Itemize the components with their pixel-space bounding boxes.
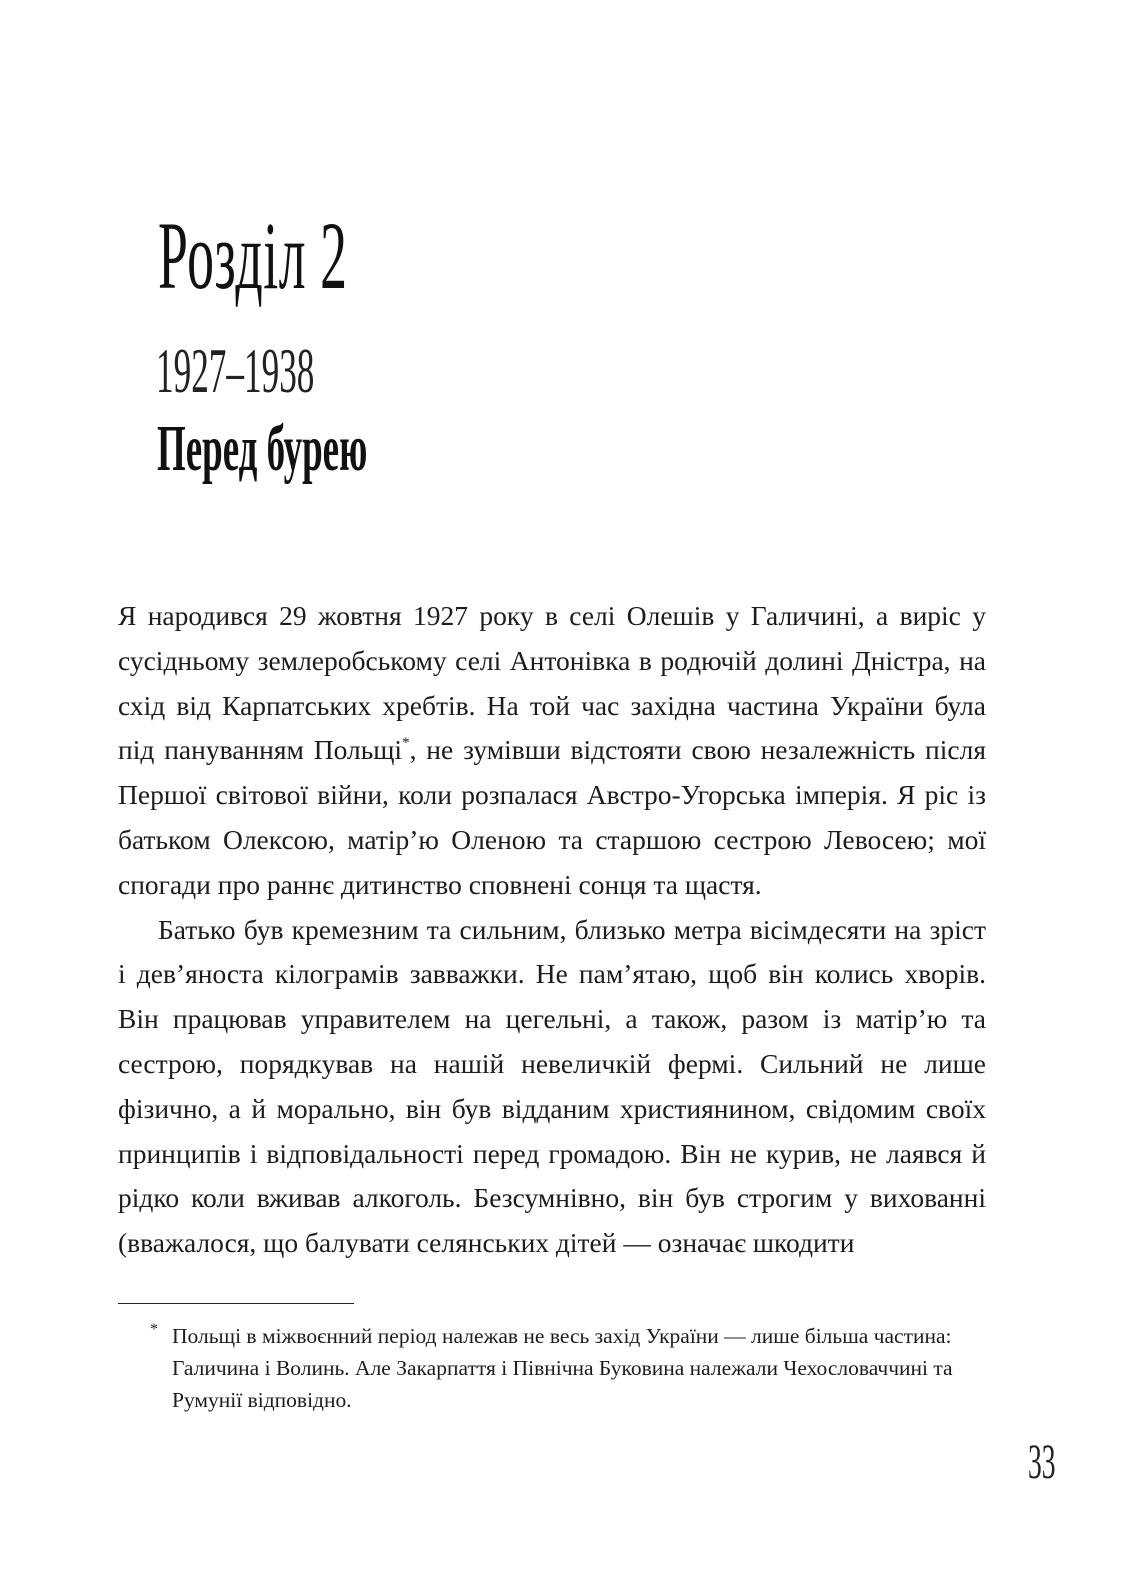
footnote-text: Польщі в міжвоєнний період належав не весь захід України — лише більша частина: Галичина і Волинь. Але Закарпаття і Північна Буковина належали Чехословаччині та Румунії відповідно. (172, 1324, 953, 1412)
paragraph-1-text-before-note: Я народився 29 жовтня 1927 року в селі Олешів у Галичині, а виріс у сусідньому землеробському селі Антонівка в родючій долині Дністра, на схід від Карпатських хребтів. На той час західна частина України була під пануванням Польщі (118, 600, 986, 766)
page-number: 33 (1028, 1433, 1056, 1489)
paragraph-2: Батько був кремезним та сильним, близько метра вісімдесяти на зріст і дев’яноста кілограмів завважки. Не пам’ятаю, щоб він колись хворів. Він працював управителем на цегельні, а також, разом із матір’ю та сестрою, порядкував на нашій невеличкій фермі. Сильний не лише фізично, а й морально, він був відданим християнином, свідомим своїх принципів і відповідальності перед громадою. Він не курив, не лаявся й рідко коли вживав алкоголь. Безсумнівно, він був строгим у вихованні (вважалося, що балувати селянських дітей — означає шкодити (118, 913, 986, 1259)
paragraph-1-text-after-note: , не зумівши відстояти свою незалежність після Першої світової війни, коли розпалася Австро-Угорська імперія. Я ріс із батьком Олексою, матір’ю Оленою та старшою сестрою Левосею; мої спогади про раннє дитинство сповнені сонця та щастя. (118, 734, 986, 900)
body-text (118, 594, 986, 1266)
footnote-reference: * (402, 735, 410, 752)
chapter-title: Розділ 2 (158, 202, 348, 309)
chapter-subtitle: Перед бурею (157, 412, 368, 485)
paragraph-1 (118, 594, 986, 908)
footnote-marker: * (150, 1321, 158, 1338)
footnote-divider (118, 1303, 354, 1304)
chapter-years: 1927–1938 (156, 335, 315, 406)
